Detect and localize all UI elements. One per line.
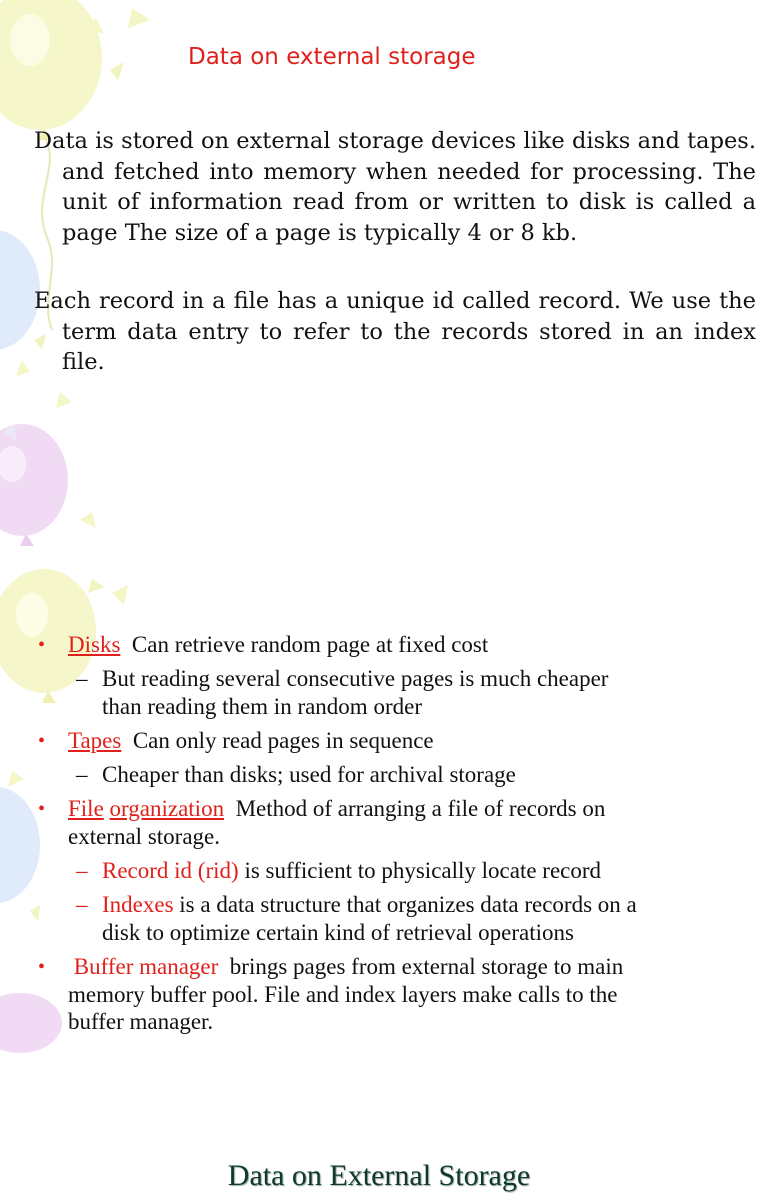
tapes-sub-text: Cheaper than disks; used for archival storage bbox=[102, 762, 516, 787]
bullet-icon: • bbox=[38, 956, 46, 978]
tapes-text: Can only read pages in sequence bbox=[132, 728, 434, 753]
bullet-icon: • bbox=[38, 634, 46, 656]
paragraph-external-storage: Data is stored on external storage devices like disks and tapes. and fetched into memory when needed for processing. The unit of information read from or written to disk is called a page The size of a page is typically 4 or 8 kb. bbox=[34, 128, 756, 246]
file-org-line2: external storage. bbox=[68, 824, 220, 849]
bullet-icon: • bbox=[38, 798, 46, 820]
dash-icon: – bbox=[76, 892, 88, 917]
term-buffer-manager: Buffer manager bbox=[73, 954, 219, 979]
term-indexes: Indexes bbox=[102, 892, 174, 917]
term-file: File bbox=[68, 796, 104, 821]
term-organization: organization bbox=[109, 796, 225, 821]
buffer-line1: brings pages from external storage to main bbox=[229, 954, 624, 979]
disks-text: Can retrieve random page at fixed cost bbox=[131, 632, 489, 657]
paragraph-record-id: Each record in a file has a unique id called record. We use the term data entry to refer to the records stored in an index file. bbox=[34, 288, 756, 375]
rid-text: is sufficient to physically locate record bbox=[244, 858, 602, 883]
file-org-line1: Method of arranging a file of records on bbox=[235, 796, 606, 821]
slide-2-title: Data on External Storage bbox=[227, 1159, 531, 1192]
slide-1-title: Data on external storage bbox=[188, 44, 476, 70]
term-tapes: Tapes bbox=[68, 728, 122, 753]
indexes-line1: is a data structure that organizes data records on a bbox=[179, 892, 637, 917]
term-disks: Disks bbox=[68, 632, 121, 657]
indexes-line2: disk to optimize certain kind of retrieval operations bbox=[102, 920, 574, 945]
buffer-line3: buffer manager. bbox=[68, 1009, 214, 1034]
dash-icon: – bbox=[76, 666, 88, 691]
term-rid: Record id (rid) bbox=[102, 858, 239, 883]
dash-icon: – bbox=[76, 858, 88, 883]
buffer-line2: memory buffer pool. File and index layers make calls to the bbox=[68, 982, 618, 1007]
dash-icon: – bbox=[76, 762, 88, 787]
bullet-icon: • bbox=[38, 730, 46, 752]
disks-sub-line2: than reading them in random order bbox=[102, 694, 422, 719]
disks-sub-line1: But reading several consecutive pages is much cheaper bbox=[102, 666, 609, 691]
slide-1 bbox=[0, 0, 768, 575]
